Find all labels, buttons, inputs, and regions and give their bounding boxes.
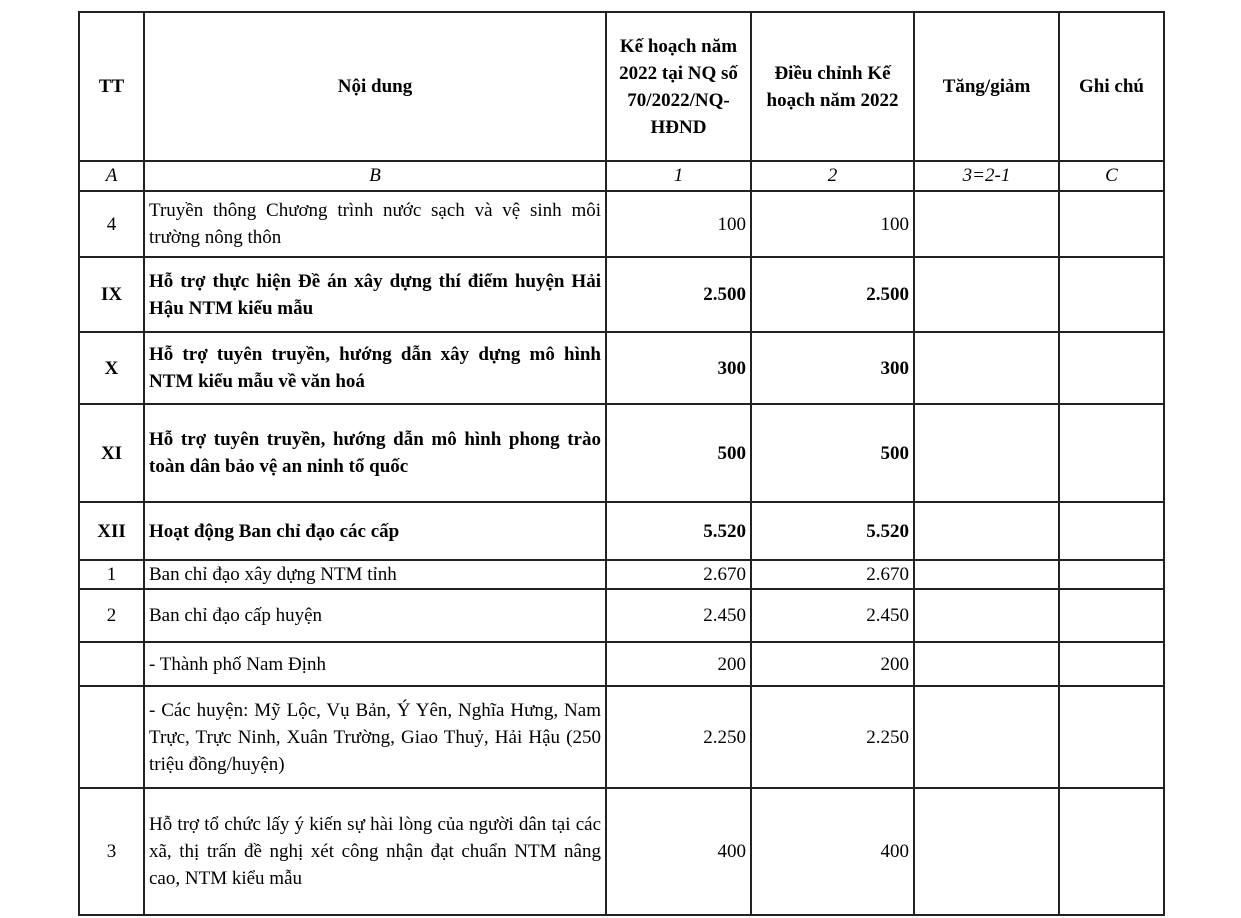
row-change-value	[914, 257, 1059, 332]
row-note	[1059, 502, 1164, 560]
row-note	[1059, 589, 1164, 642]
row-content: Hỗ trợ thực hiện Đề án xây dựng thí điểm huyện Hải Hậu NTM kiểu mẫu	[144, 257, 606, 332]
row-number	[79, 642, 144, 686]
index-cell: C	[1059, 161, 1164, 191]
row-note	[1059, 560, 1164, 589]
row-content: - Thành phố Nam Định	[144, 642, 606, 686]
row-adjusted-value: 300	[751, 332, 914, 404]
row-change-value	[914, 642, 1059, 686]
index-cell: A	[79, 161, 144, 191]
row-plan-value: 2.670	[606, 560, 751, 589]
row-change-value	[914, 686, 1059, 788]
index-cell: 2	[751, 161, 914, 191]
row-adjusted-value: 400	[751, 788, 914, 915]
table-row	[79, 642, 1164, 686]
row-change-value	[914, 502, 1059, 560]
table-row	[79, 788, 1164, 915]
row-change-value	[914, 788, 1059, 915]
row-number: IX	[79, 257, 144, 332]
table-row	[79, 191, 1164, 257]
row-plan-value: 5.520	[606, 502, 751, 560]
header-tt: TT	[79, 12, 144, 161]
index-cell: 1	[606, 161, 751, 191]
table-row	[79, 589, 1164, 642]
row-note	[1059, 257, 1164, 332]
row-number	[79, 686, 144, 788]
row-number: XI	[79, 404, 144, 502]
row-plan-value: 100	[606, 191, 751, 257]
row-adjusted-value: 200	[751, 642, 914, 686]
row-plan-value: 300	[606, 332, 751, 404]
row-number: 3	[79, 788, 144, 915]
row-adjusted-value: 100	[751, 191, 914, 257]
header-change: Tăng/giảm	[914, 12, 1059, 161]
header-adjusted: Điều chỉnh Kế hoạch năm 2022	[751, 12, 914, 161]
row-content: - Các huyện: Mỹ Lộc, Vụ Bản, Ý Yên, Nghĩa Hưng, Nam Trực, Trực Ninh, Xuân Trường, Giao Thuỷ, Hải Hậu (250 triệu đồng/huyện)	[144, 686, 606, 788]
row-content: Hỗ trợ tuyên truyền, hướng dẫn mô hình phong trào toàn dân bảo vệ an ninh tổ quốc	[144, 404, 606, 502]
header-plan: Kế hoạch năm 2022 tại NQ số 70/2022/NQ-HĐND	[606, 12, 751, 161]
row-number: XII	[79, 502, 144, 560]
header-row	[79, 12, 1164, 161]
row-adjusted-value: 2.450	[751, 589, 914, 642]
row-note	[1059, 686, 1164, 788]
row-number: 4	[79, 191, 144, 257]
row-note	[1059, 332, 1164, 404]
row-plan-value: 400	[606, 788, 751, 915]
column-index-row	[79, 161, 1164, 191]
row-plan-value: 2.450	[606, 589, 751, 642]
header-note: Ghi chú	[1059, 12, 1164, 161]
row-change-value	[914, 191, 1059, 257]
row-content: Ban chỉ đạo xây dựng NTM tỉnh	[144, 560, 606, 589]
table-row	[79, 404, 1164, 502]
row-note	[1059, 788, 1164, 915]
row-change-value	[914, 560, 1059, 589]
table-row	[79, 560, 1164, 589]
row-number: 2	[79, 589, 144, 642]
row-plan-value: 2.500	[606, 257, 751, 332]
table-row	[79, 257, 1164, 332]
budget-table	[78, 11, 1165, 916]
row-adjusted-value: 5.520	[751, 502, 914, 560]
row-adjusted-value: 2.250	[751, 686, 914, 788]
row-adjusted-value: 500	[751, 404, 914, 502]
row-change-value	[914, 589, 1059, 642]
row-plan-value: 2.250	[606, 686, 751, 788]
row-content: Hoạt động Ban chỉ đạo các cấp	[144, 502, 606, 560]
row-plan-value: 200	[606, 642, 751, 686]
row-content: Ban chỉ đạo cấp huyện	[144, 589, 606, 642]
index-cell: B	[144, 161, 606, 191]
row-change-value	[914, 332, 1059, 404]
row-content: Hỗ trợ tổ chức lấy ý kiến sự hài lòng của người dân tại các xã, thị trấn đề nghị xét công nhận đạt chuẩn NTM nâng cao, NTM kiểu mẫu	[144, 788, 606, 915]
header-content: Nội dung	[144, 12, 606, 161]
row-content: Truyền thông Chương trình nước sạch và vệ sinh môi trường nông thôn	[144, 191, 606, 257]
table-row	[79, 686, 1164, 788]
table-row	[79, 332, 1164, 404]
row-change-value	[914, 404, 1059, 502]
row-number: X	[79, 332, 144, 404]
index-cell: 3=2-1	[914, 161, 1059, 191]
row-number: 1	[79, 560, 144, 589]
row-adjusted-value: 2.670	[751, 560, 914, 589]
row-content: Hỗ trợ tuyên truyền, hướng dẫn xây dựng mô hình NTM kiểu mẫu về văn hoá	[144, 332, 606, 404]
row-note	[1059, 404, 1164, 502]
row-note	[1059, 642, 1164, 686]
row-plan-value: 500	[606, 404, 751, 502]
row-note	[1059, 191, 1164, 257]
row-adjusted-value: 2.500	[751, 257, 914, 332]
table-row	[79, 502, 1164, 560]
